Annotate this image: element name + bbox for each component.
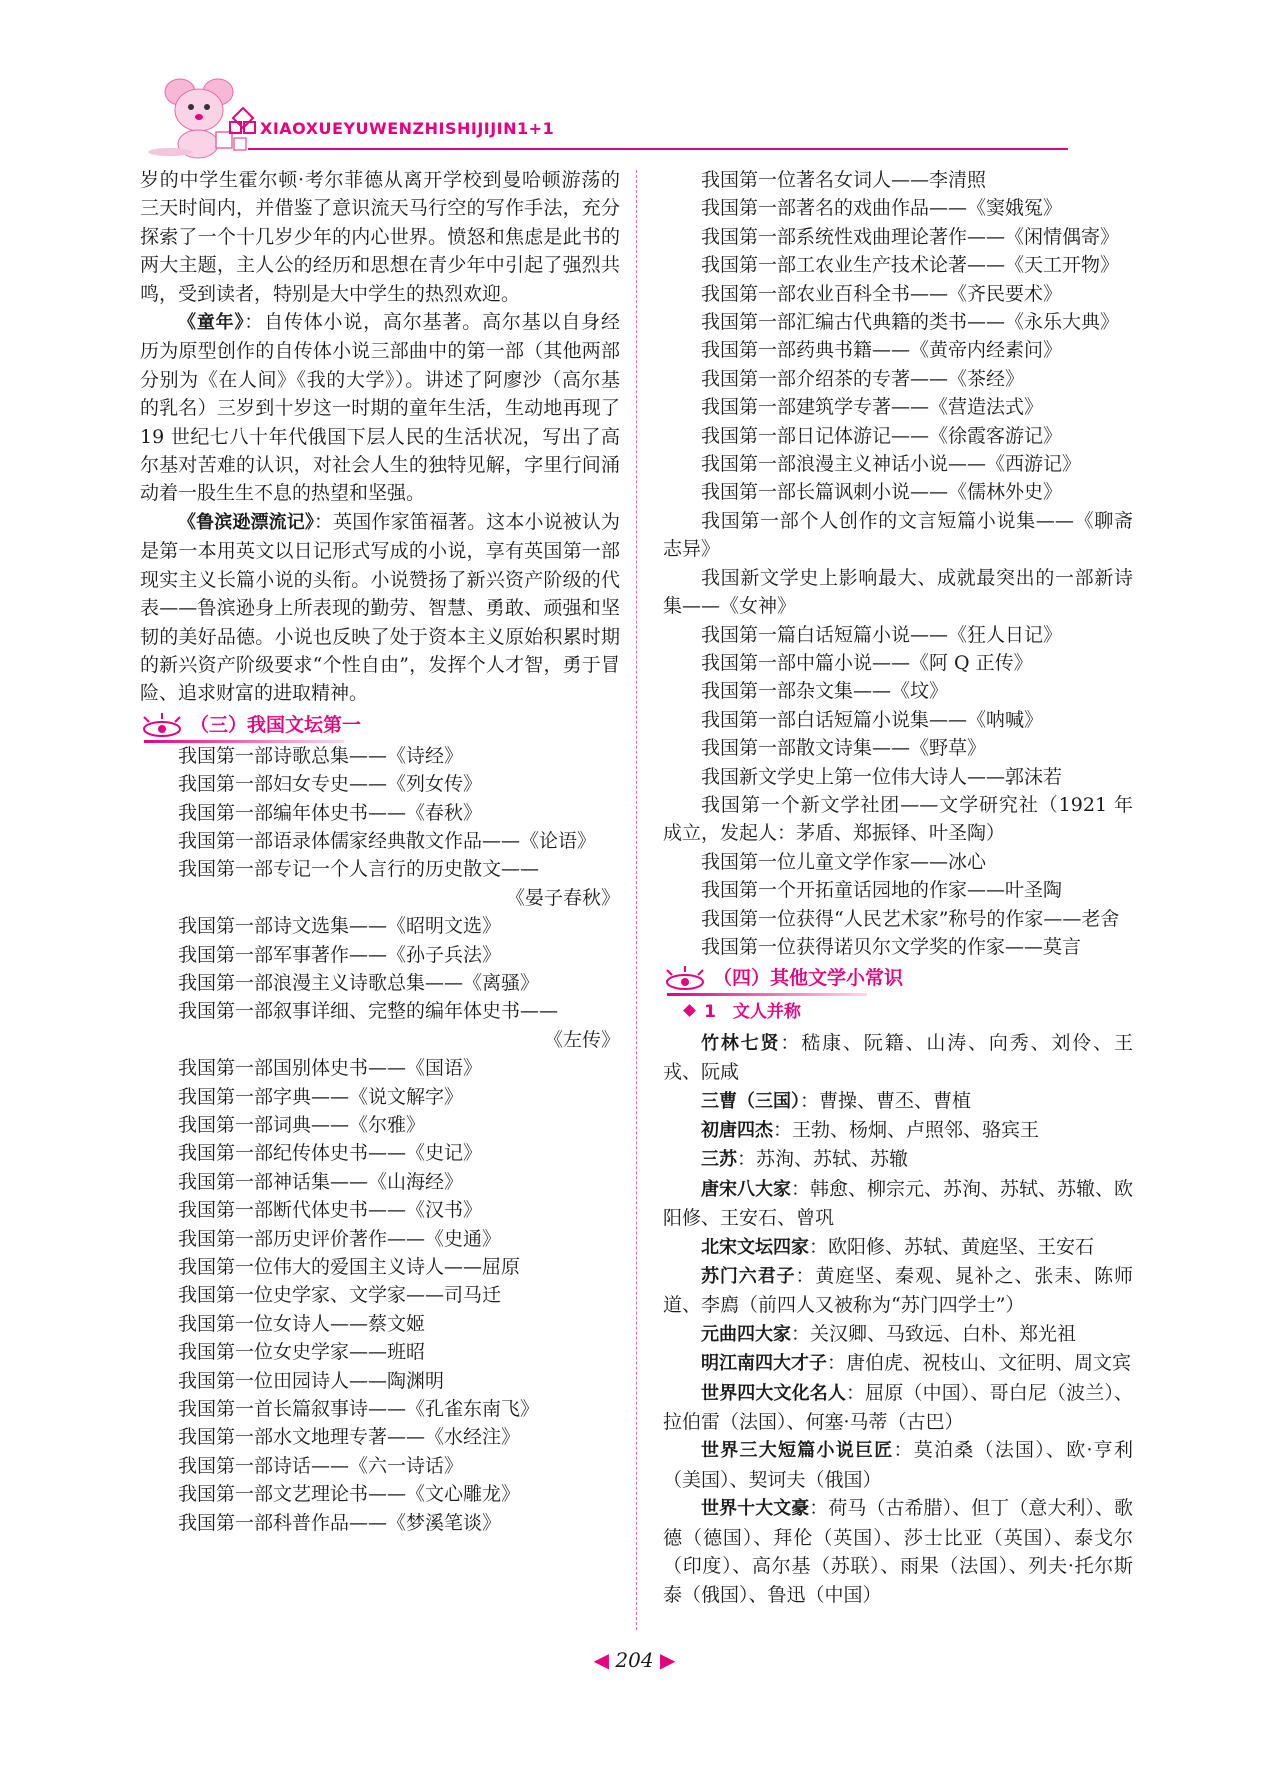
term-text: ：王勃、杨炯、卢照邻、骆宾王 (773, 1119, 1040, 1141)
list-item: 我国第一部断代体史书——《汉书》 (178, 1199, 483, 1222)
term: 初唐四杰 (701, 1120, 773, 1141)
subsection-heading-text: 1 文人并称 (704, 1002, 801, 1023)
list-item: 我国第一部水文地理专著——《水经注》 (178, 1426, 521, 1449)
firsts-list-e (663, 621, 1133, 791)
term: 唐宋八大家 (701, 1178, 791, 1200)
section-heading (140, 709, 620, 741)
heading-underline (144, 740, 344, 743)
list-item: 我国第一个开拓童话园地的作家——叶圣陶 (701, 879, 1063, 902)
term-text: ：唐伯虎、祝枝山、文征明、周文宾 (827, 1352, 1132, 1375)
term-text: ：黄庭坚、秦观、晁补之、张耒、陈师道、李廌（前四人又被称为“苏门四学士”） (663, 1265, 1133, 1317)
column-divider (636, 170, 637, 1630)
list-item (663, 1436, 1133, 1494)
section-heading (663, 962, 1133, 994)
list-item: 我国第一部编年体史书——《春秋》 (178, 801, 483, 824)
list-item-continuation: 《晏子春秋》 (505, 886, 620, 909)
paragraph-catcher: 岁的中学生霍尔顿·考尔菲德从离开学校到曼哈顿游荡的三天时间内，并借鉴了意识流天马行空的写作手法，充分探索了一个十几岁少年的内心世界。愤怒和焦虑是此书的两大主题，主人公的经历和思想在青少年中引起了强烈共鸣，受到读者，特别是大中学生的热烈欢迎。 (140, 169, 620, 305)
eye-icon (663, 966, 707, 990)
list-item: 我国第一部著名的戏曲作品——《窦娥冤》 (701, 197, 1063, 220)
paragraph-robinson (140, 508, 620, 708)
term-text: ：屈原（中国）、哥白尼（波兰）、拉伯雷（法国）、何塞·马蒂（古巴） (663, 1381, 1133, 1434)
list-item (663, 1087, 1133, 1116)
list-item: 我国第一部汇编古代典籍的类书——《永乐大典》 (701, 311, 1120, 334)
term: 竹林七贤 (701, 1032, 781, 1054)
term-text: ：莫泊桑（法国）、欧·亨利（美国）、契诃夫（俄国） (663, 1439, 1133, 1491)
list-item: 我国第一部纪传体史书——《史记》 (178, 1142, 483, 1165)
list-item: 我国第一部浪漫主义神话小说——《西游记》 (701, 453, 1082, 476)
list-item: 我国第一部诗文选集——《昭明文选》 (178, 915, 502, 938)
list-item: 我国第一位女诗人——蔡文姬 (178, 1312, 426, 1335)
term: 明江南四大才子 (701, 1353, 827, 1375)
list-item (663, 1494, 1133, 1609)
term: 世界四大文化名人 (701, 1382, 847, 1404)
list-item: 我国第一部白话短篇小说集——《呐喊》 (701, 708, 1044, 731)
list-item: 我国第一部工农业生产技术论著——《天工开物》 (701, 254, 1120, 277)
list-item: 我国第一部词典——《尔雅》 (178, 1114, 426, 1136)
list-item: 我国第一部农业百科全书——《齐民要术》 (701, 282, 1063, 305)
page-number-text: 204 (615, 1648, 654, 1672)
header-rule (248, 148, 1068, 150)
diamond-icon (683, 1005, 696, 1018)
term: 世界十大文豪 (701, 1498, 810, 1520)
list-item: 我国第一部科普作品——《梦溪笔谈》 (178, 1511, 502, 1534)
term-text: ：苏洵、苏轼、苏辙 (737, 1148, 909, 1171)
term-text: ：荷马（古希腊）、但丁（意大利）、歌德（德国）、拜伦（英国）、莎士比亚（英国）、泰戈尔（印度）、高尔基（苏联）、雨果（法国）、列夫·托尔斯泰（俄国）、鲁迅（中国） (663, 1497, 1133, 1606)
list-item: 我国第一位女史学家——班昭 (178, 1341, 426, 1364)
list-item: 我国第一位获得“人民艺术家”称号的作家——老舍 (701, 907, 1120, 930)
list-item: 我国第一部散文诗集——《野草》 (701, 737, 987, 760)
list-item: 我国第一部日记体游记——《徐霞客游记》 (701, 424, 1063, 447)
term-text: ：嵇康、阮籍、山涛、向秀、刘伶、王戎、阮咸 (663, 1031, 1133, 1084)
list-item: 我国第一部诗歌总集——《诗经》 (178, 744, 464, 767)
firsts-list-b (140, 912, 620, 1054)
list-item: 我国第一部妇女专史——《列女传》 (178, 773, 483, 796)
list-item: 我国第一部药典书籍——《黄帝内经素问》 (701, 339, 1063, 362)
list-item: 我国第一部军事著作——《孙子兵法》 (178, 943, 502, 966)
list-item: 我国第一篇白话短篇小说——《狂人日记》 (701, 623, 1063, 646)
term-text: ：关汉卿、马致远、白朴、郑光祖 (791, 1322, 1077, 1345)
list-item: 我国第一部字典——《说文解字》 (178, 1085, 464, 1108)
list-item: 我国新文学史上第一位伟大诗人——郭沫若 (701, 765, 1063, 788)
list-item (663, 1233, 1133, 1262)
list-item: 我国第一部长篇讽刺小说——《儒林外史》 (701, 481, 1063, 504)
list-item: 我国第一部中篇小说——《阿 Q 正传》 (701, 651, 1033, 674)
term: 元曲四大家 (701, 1323, 791, 1345)
section-heading-text: （四）其他文学小常识 (713, 967, 904, 990)
right-arrow-icon: ▶ (659, 1648, 676, 1672)
left-arrow-icon: ◀ (593, 1648, 610, 1672)
list-item (663, 1262, 1133, 1320)
term: 三曹（三国） (701, 1090, 800, 1112)
list-item: 我国第一位著名女词人——李清照 (701, 169, 987, 191)
header-title: XIAOXUEYUWENZHISHIJIJIN1+1 (260, 119, 555, 138)
term-text: ：曹操、曹丕、曹植 (800, 1089, 972, 1112)
term: 世界三大短篇小说巨匠 (701, 1440, 894, 1462)
heading-underline (667, 993, 867, 996)
literati-list (663, 1029, 1133, 1609)
book-title: 《童年》 (178, 312, 245, 334)
list-item: 我国第一部文艺理论书——《文心雕龙》 (178, 1483, 521, 1506)
list-item-wrapped: 我国第一部个人创作的文言短篇小说集——《聊斋志异》 (663, 509, 1133, 561)
list-item (663, 1320, 1133, 1349)
list-item: 我国第一部杂文集——《坟》 (701, 680, 949, 703)
list-item: 我国第一首长篇叙事诗——《孔雀东南飞》 (178, 1398, 540, 1421)
list-item: 我国第一部专记一个人言行的历史散文—— (178, 858, 540, 881)
list-item-wrapped: 我国第一个新文学社团——文学研究社（1921 年成立，发起人：茅盾、郑振铎、叶圣陶） (663, 793, 1133, 845)
left-column (140, 166, 620, 1537)
list-item-continuation: 《左传》 (543, 1028, 620, 1051)
term-text: ：韩愈、柳宗元、苏洵、苏轼、苏辙、欧阳修、王安石、曾巩 (663, 1177, 1134, 1230)
list-item (663, 1116, 1133, 1145)
term-text: ：欧阳修、苏轼、黄庭坚、王安石 (809, 1235, 1095, 1258)
list-item: 我国第一部系统性戏曲理论著作——《闲情偶寄》 (701, 225, 1120, 248)
page-number (0, 1648, 1269, 1672)
list-item (663, 1349, 1133, 1378)
list-item: 我国第一位史学家、文学家——司马迁 (178, 1284, 502, 1307)
list-item: 我国第一位儿童文学作家——冰心 (701, 850, 987, 873)
list-item (663, 1379, 1133, 1437)
list-item: 我国第一部语录体儒家经典散文作品——《论语》 (178, 829, 597, 852)
list-item: 我国第一部历史评价著作——《史通》 (178, 1227, 502, 1250)
paragraph-text: ：自传体小说，高尔基著。高尔基以自身经历为原型创作的自传体小说三部曲中的第一部（其他两部分别为《在人间》《我的大学》）。讲述了阿廖沙（高尔基的乳名）三岁到十岁这一时期的童年生活，生动地再现了 19 世纪七八十年代俄国下层人民的生活状况，写出了高尔基对苦难的认识，对社会人生的独特见解，字里行间涌动着一股生生不息的热望和坚强。 (140, 311, 620, 505)
list-item: 我国第一部浪漫主义诗歌总集——《离骚》 (178, 971, 540, 994)
section-heading-text: （三）我国文坛第一 (190, 713, 362, 736)
paragraph-text: ：英国作家笛福著。这本小说被认为是第一本用英文以日记形式写成的小说，享有英国第一部现实主义长篇小说的头衔。小说赞扬了新兴资产阶级的代表——鲁滨逊身上所表现的勤劳、智慧、勇敢、顽强和坚韧的美好品德。小说也反映了处于资本主义原始积累时期的新兴资产阶级要求“个性自由”，发挥个人才智，勇于冒险、追求财富的进取精神。 (140, 510, 620, 705)
list-item-wrapped: 我国新文学史上影响最大、成就最突出的一部新诗集——《女神》 (663, 566, 1133, 618)
book-title: 《鲁滨逊漂流记》 (178, 511, 315, 533)
term: 北宋文坛四家 (701, 1236, 809, 1258)
list-item: 我国第一部建筑学专著——《营造法式》 (701, 396, 1044, 419)
term: 三苏 (701, 1149, 737, 1171)
term: 苏门六君子 (701, 1266, 796, 1288)
list-item (663, 1175, 1133, 1233)
firsts-list-d (663, 166, 1133, 507)
abc-blocks-icon (228, 106, 258, 136)
list-item: 我国第一部诗话——《六一诗话》 (178, 1454, 464, 1477)
list-item: 我国第一部神话集——《山海经》 (178, 1170, 464, 1193)
page-header (140, 70, 1140, 160)
firsts-list-a (140, 742, 620, 912)
list-item: 我国第一位获得诺贝尔文学奖的作家——莫言 (701, 935, 1082, 958)
list-item: 我国第一部国别体史书——《国语》 (178, 1057, 483, 1080)
eye-icon (140, 713, 184, 737)
firsts-list-c (140, 1054, 620, 1537)
right-column (663, 166, 1133, 1609)
list-item (663, 1145, 1133, 1174)
paragraph-childhood (140, 308, 620, 508)
list-item: 我国第一位伟大的爱国主义诗人——屈原 (178, 1256, 521, 1279)
list-item (663, 1029, 1133, 1087)
list-item: 我国第一部叙事详细、完整的编年体史书—— (178, 1000, 559, 1023)
firsts-list-f (663, 848, 1133, 962)
subsection-heading (663, 998, 1133, 1026)
list-item: 我国第一位田园诗人——陶渊明 (178, 1369, 445, 1392)
list-item: 我国第一部介绍茶的专著——《茶经》 (701, 367, 1025, 390)
